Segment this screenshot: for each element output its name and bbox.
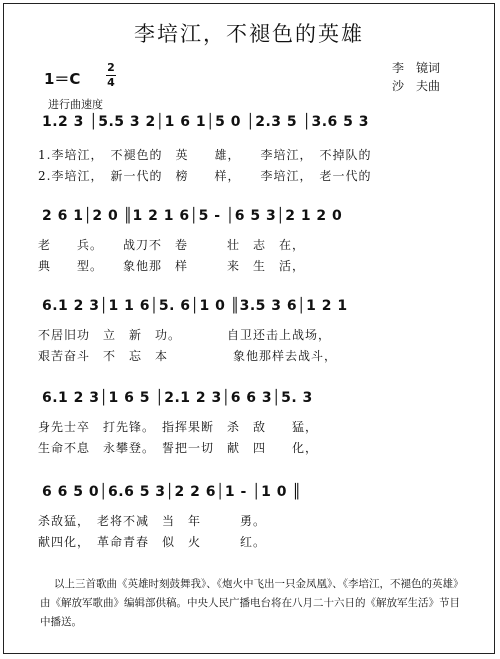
lyric-line-verse-2: 典 型。 象他那 样 来 生 活， — [38, 259, 306, 273]
song-title: 李培江，不褪色的英雄 — [134, 22, 364, 46]
lyric-line-verse-1: 老 兵。 战刀不 卷 壮 志 在， — [38, 238, 306, 252]
lyric-line-verse-1: 身先士卒 打先锋。 指挥果断 杀 敌 猛， — [38, 420, 319, 434]
lyric-line-verse-1: 杀敌猛， 老将不减 当 年 勇。 — [38, 514, 267, 528]
lyric-line-verse-1: 不居旧功 立 新 功。 自卫还击上战场， — [38, 328, 332, 342]
footnote: 以上三首歌曲《英雄时刻鼓舞我》、《炮火中飞出一只金凤凰》、《李培江，不褪色的英雄》由《解放军歌曲》编辑部供稿。中央人民广播电台将在八月二十六日的《解放军生活》节目中播送。 — [40, 578, 464, 628]
lyric-line-verse-1: 1.李培江， 不褪色的 英 雄， 李培江， 不掉队的 — [38, 148, 372, 162]
composer-credit: 沙 夫曲 — [392, 79, 441, 93]
time-signature-top: 2 — [107, 61, 115, 74]
notes-line: 6.1 2 3│1 6 5 │2.1 2 3│6 6 3│5. 3 — [42, 390, 313, 406]
lyric-line-verse-2: 献四化， 革命青春 似 火 红。 — [38, 535, 267, 549]
notes-line: 6 6 5 0│6.6 5 3│2 2 6│1 - │1 0 ║ — [42, 484, 302, 500]
tempo-marking: 进行曲速度 — [48, 98, 103, 111]
credits — [392, 59, 440, 95]
time-signature — [106, 62, 116, 89]
notes-line: 2 6 1│2 0 ║1 2 1 6│5 - │6 5 3│2 1 2 0 — [42, 208, 343, 224]
lyric-line-verse-2: 艰苦奋斗 不 忘 本 象他那样去战斗， — [38, 349, 338, 363]
notes-line: 1.2 3 │5.5 3 2│1 6 1│5 0 │2.3 5 │3.6 5 3 — [42, 114, 369, 130]
lyricist-credit: 李 镜词 — [392, 61, 441, 75]
time-signature-bottom: 4 — [107, 76, 115, 89]
score-page — [3, 3, 495, 654]
lyric-line-verse-2: 生命不息 永攀登。 誓把一切 献 四 化， — [38, 441, 319, 455]
lyric-line-verse-2: 2.李培江， 新一代的 榜 样， 李培江， 老一代的 — [38, 169, 372, 183]
notes-line: 6.1 2 3│1 1 6│5. 6│1 0 ║3.5 3 6│1 2 1 — [42, 298, 348, 314]
key-signature: 1＝C — [44, 70, 81, 88]
